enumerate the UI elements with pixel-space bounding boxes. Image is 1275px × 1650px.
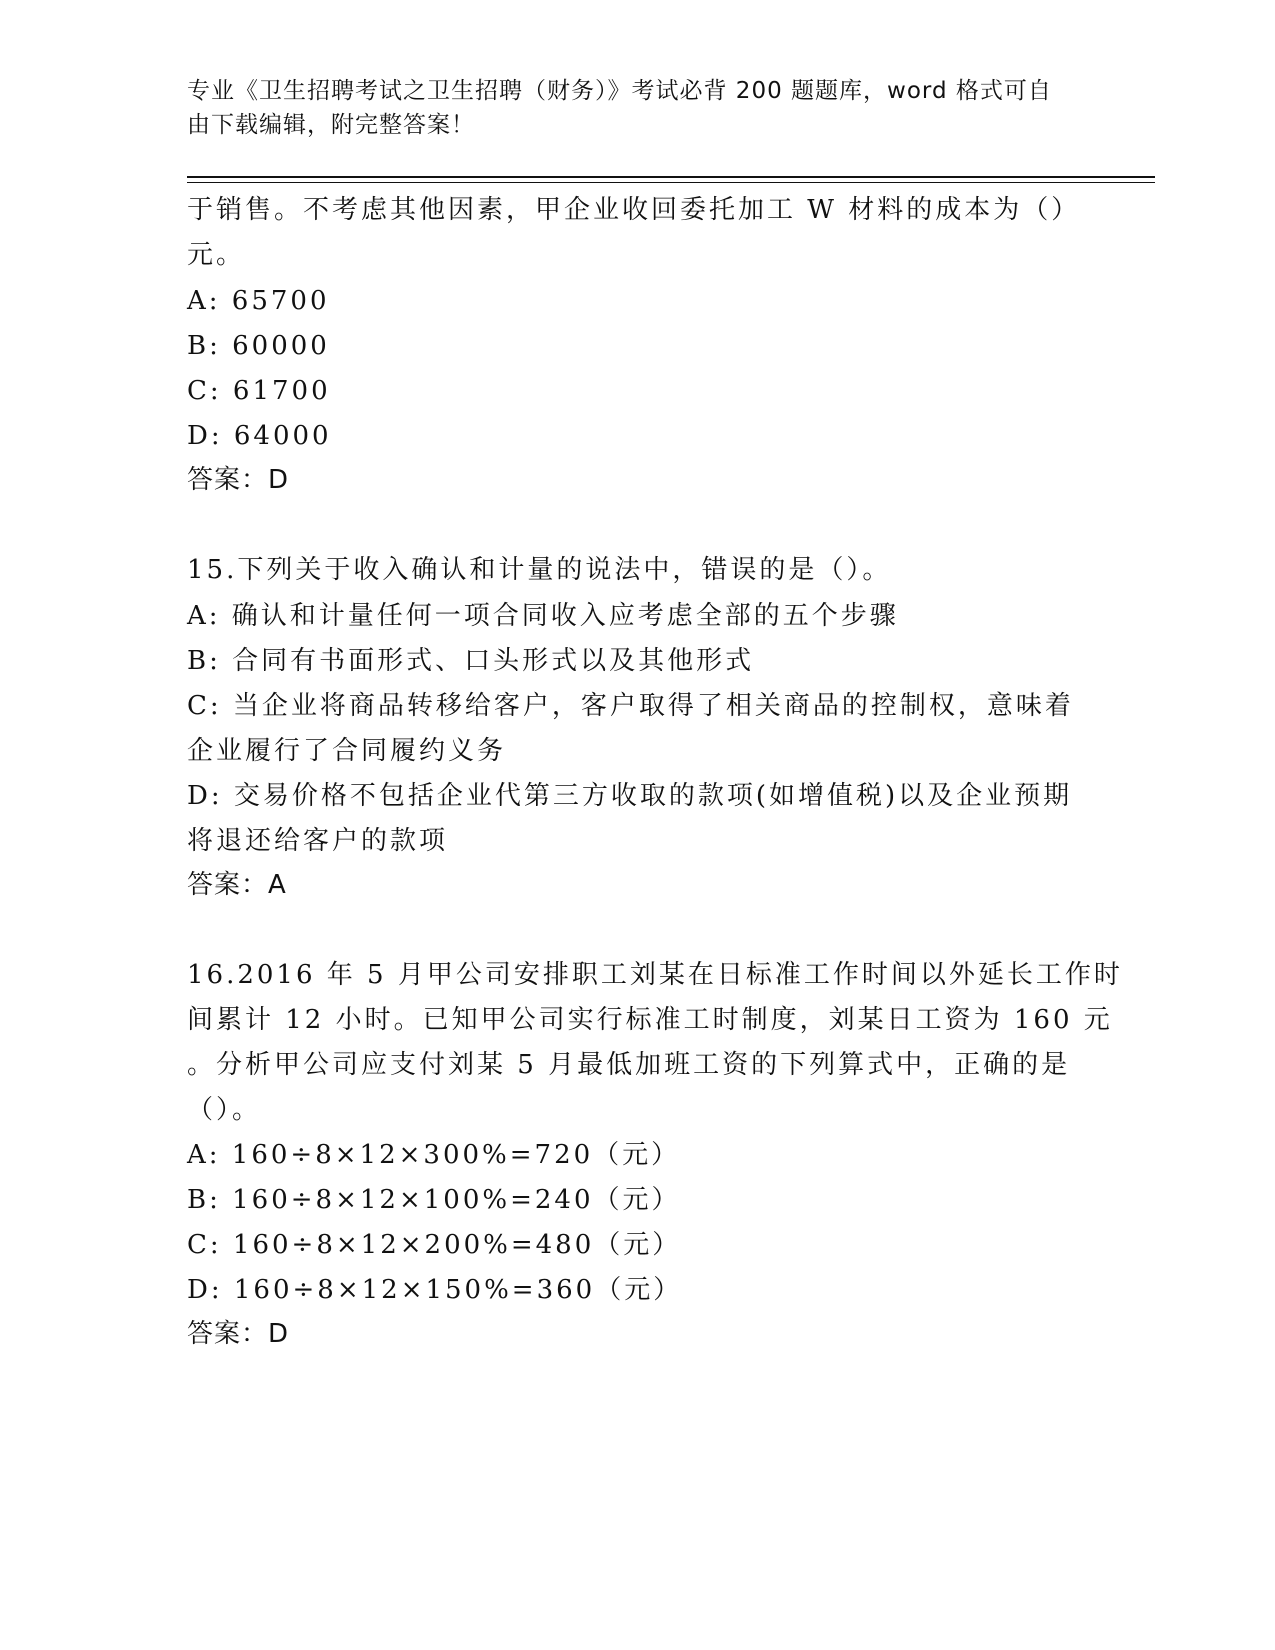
q14-stem-continued: 于销售。不考虑其他因素，甲企业收回委托加工 W 材料的成本为（） — [187, 195, 1081, 225]
q14-answer: 答案：D — [187, 465, 290, 495]
q15-option-c: C: 当企业将商品转移给客户，客户取得了相关商品的控制权，意味着 — [187, 691, 1074, 721]
q15-option-a: A: 确认和计量任何一项合同收入应考虑全部的五个步骤 — [187, 601, 899, 631]
q15-option-c-continued: 企业履行了合同履约义务 — [187, 736, 507, 766]
q15-option-d-continued: 将退还给客户的款项 — [187, 826, 449, 856]
q14-option-a: A: 65700 — [187, 286, 330, 316]
header-rule-thick — [187, 176, 1155, 178]
q16-answer: 答案：D — [187, 1319, 290, 1349]
q15-option-b: B: 合同有书面形式、口头形式以及其他形式 — [187, 646, 755, 676]
header-rule-thin — [187, 182, 1155, 183]
q16-option-c: C: 160÷8×12×200%=480（元） — [187, 1230, 682, 1260]
q14-option-d: D: 64000 — [187, 421, 332, 451]
q16-stem-line-2: 间累计 12 小时。已知甲公司实行标准工时制度，刘某日工资为 160 元 — [187, 1005, 1113, 1035]
document-header — [187, 74, 1067, 142]
q16-stem-line-1: 16.2016 年 5 月甲公司安排职工刘某在日标准工作时间以外延长工作时 — [187, 960, 1123, 990]
q15-option-d: D: 交易价格不包括企业代第三方收取的款项(如增值税)以及企业预期 — [187, 781, 1073, 811]
q14-option-b: B: 60000 — [187, 331, 330, 361]
q15-answer: 答案：A — [187, 870, 287, 900]
q16-option-d: D: 160÷8×12×150%=360（元） — [187, 1275, 683, 1305]
q16-stem-line-4: （）。 — [187, 1095, 262, 1125]
q16-stem-line-3: 。分析甲公司应支付刘某 5 月最低加班工资的下列算式中，正确的是 — [187, 1050, 1071, 1080]
q15-stem: 15.下列关于收入确认和计量的说法中，错误的是（）。 — [187, 555, 892, 585]
q14-option-c: C: 61700 — [187, 376, 331, 406]
header-title-line-1: 专业《卫生招聘考试之卫生招聘（财务）》考试必背 200 题题库，word 格式可自 — [187, 78, 1052, 104]
header-title-line-2: 由下载编辑，附完整答案！ — [187, 112, 475, 138]
q16-option-a: A: 160÷8×12×300%=720（元） — [187, 1140, 681, 1170]
q16-option-b: B: 160÷8×12×100%=240（元） — [187, 1185, 681, 1215]
q14-stem-continued-2: 元。 — [187, 240, 246, 270]
